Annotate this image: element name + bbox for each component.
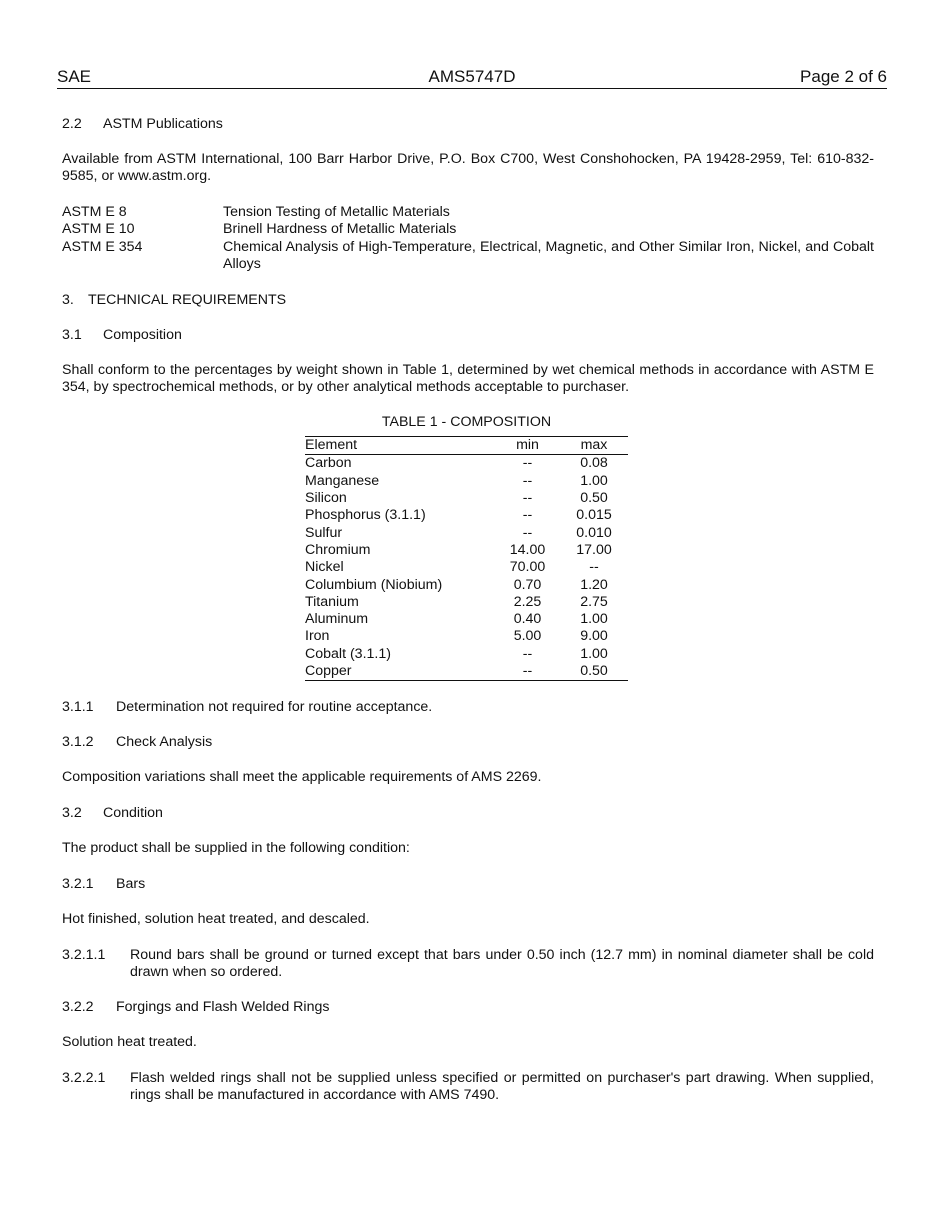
reference-id: ASTM E 8: [62, 204, 127, 220]
composition-paragraph: Shall conform to the percentages by weight shown in Table 1, determined by wet chemical methods in accordance with ASTM E 354, by spectrochemical methods, or by other analytical methods acceptable to purchaser.: [62, 362, 874, 395]
table-header-row: [305, 437, 628, 455]
section-number: 3.2: [62, 805, 82, 821]
cell-min: --: [522, 472, 533, 489]
cell-element: Carbon: [305, 455, 352, 472]
header-page-number: Page 2 of 6: [800, 67, 887, 86]
reference-title: Tension Testing of Metallic Materials: [223, 204, 450, 220]
section-number: 3.2.1.1: [62, 947, 106, 963]
cell-min: --: [522, 507, 533, 524]
cell-min: --: [522, 490, 533, 507]
table-row: [305, 473, 628, 490]
table-row: [305, 559, 628, 576]
table-row: [305, 628, 628, 645]
cell-element: Iron: [305, 628, 330, 645]
cell-max: 1.00: [580, 472, 608, 489]
cell-element: Columbium (Niobium): [305, 576, 443, 593]
cell-max: 17.00: [576, 541, 612, 558]
section-number: 3.2.1: [62, 876, 94, 892]
cell-element: Phosphorus (3.1.1): [305, 507, 426, 524]
table-row: [305, 490, 628, 507]
table-row: [305, 663, 628, 681]
cell-element: Titanium: [305, 593, 359, 610]
table-row: [305, 542, 628, 559]
cell-min: 0.40: [513, 611, 542, 628]
cell-element: Manganese: [305, 472, 380, 489]
cell-min: 70.00: [509, 559, 546, 576]
cell-min: --: [522, 645, 533, 662]
reference-title: Brinell Hardness of Metallic Materials: [223, 221, 457, 237]
cell-min: 5.00: [513, 628, 542, 645]
cell-element: Sulfur: [305, 524, 343, 541]
astm-availability-paragraph: Available from ASTM International, 100 Barr Harbor Drive, P.O. Box C700, West Conshohocken, PA 19428-2959, Tel: 610-832-9585, or www.astm.org.: [62, 151, 874, 184]
cell-max: 1.20: [580, 576, 608, 593]
forgings-paragraph: Solution heat treated.: [62, 1034, 197, 1050]
section-title: Check Analysis: [116, 734, 213, 750]
section-title: Bars: [116, 876, 146, 892]
cell-element: Nickel: [305, 559, 344, 576]
cell-min: 2.25: [513, 593, 542, 610]
section-title: TECHNICAL REQUIREMENTS: [88, 292, 287, 308]
section-number: 3.2.2: [62, 999, 94, 1015]
section-number: 3.: [62, 292, 74, 308]
header-doc-number: AMS5747D: [428, 67, 516, 86]
composition-table: [305, 436, 628, 681]
cell-max: 0.08: [580, 455, 608, 472]
cell-min: --: [522, 455, 533, 472]
table-row: [305, 646, 628, 663]
section-title: Forgings and Flash Welded Rings: [116, 999, 330, 1015]
page-header: [57, 68, 887, 89]
column-header-min: min: [495, 437, 560, 455]
cell-max: 0.50: [580, 663, 608, 679]
table-row: [305, 594, 628, 611]
section-number: 3.2.2.1: [62, 1070, 106, 1086]
section-text: Round bars shall be ground or turned except that bars under 0.50 inch (12.7 mm) in nominal diameter shall be cold drawn when so ordered.: [130, 947, 874, 980]
cell-element: Chromium: [305, 541, 371, 558]
cell-min: --: [522, 663, 533, 679]
cell-min: 14.00: [509, 541, 546, 558]
section-number: 3.1.1: [62, 699, 94, 715]
table-row: [305, 507, 628, 524]
cell-element: Copper: [305, 663, 352, 679]
cell-element: Silicon: [305, 490, 347, 507]
cell-element: Aluminum: [305, 611, 369, 628]
column-header-max: max: [560, 437, 628, 455]
table-row: [305, 524, 628, 541]
condition-paragraph: The product shall be supplied in the following condition:: [62, 840, 410, 856]
reference-title: Chemical Analysis of High-Temperature, Electrical, Magnetic, and Other Similar Iron, Nickel, and Cobalt Alloys: [223, 239, 874, 272]
section-number: 3.1: [62, 327, 82, 343]
cell-max: 0.50: [580, 490, 608, 507]
section-title: Condition: [103, 805, 163, 821]
cell-max: 1.00: [580, 611, 608, 628]
cell-element: Cobalt (3.1.1): [305, 645, 391, 662]
cell-max: 9.00: [580, 628, 608, 645]
check-analysis-paragraph: Composition variations shall meet the applicable requirements of AMS 2269.: [62, 769, 542, 785]
reference-id: ASTM E 354: [62, 239, 143, 255]
section-number: 3.1.2: [62, 734, 94, 750]
bars-paragraph: Hot finished, solution heat treated, and descaled.: [62, 911, 370, 927]
table-row: [305, 455, 628, 473]
section-title: Composition: [103, 327, 182, 343]
header-org: SAE: [57, 67, 92, 86]
section-number: 2.2: [62, 116, 82, 132]
table-row: [305, 611, 628, 628]
section-title: ASTM Publications: [103, 116, 223, 132]
table-body: [305, 455, 628, 681]
cell-max: 0.015: [576, 507, 612, 524]
cell-max: --: [589, 559, 599, 576]
section-text: Flash welded rings shall not be supplied unless specified or permitted on purchaser's part drawing. When supplied, rings shall be manufactured in accordance with AMS 7490.: [130, 1070, 874, 1103]
cell-max: 2.75: [580, 593, 608, 610]
cell-max: 1.00: [580, 645, 608, 662]
column-header-element: Element: [305, 437, 495, 455]
section-text: Determination not required for routine acceptance.: [116, 699, 433, 715]
cell-min: 0.70: [513, 576, 542, 593]
reference-id: ASTM E 10: [62, 221, 135, 237]
cell-min: --: [522, 524, 533, 541]
table-caption: TABLE 1 - COMPOSITION: [381, 414, 552, 430]
cell-max: 0.010: [576, 524, 612, 541]
table-row: [305, 576, 628, 593]
